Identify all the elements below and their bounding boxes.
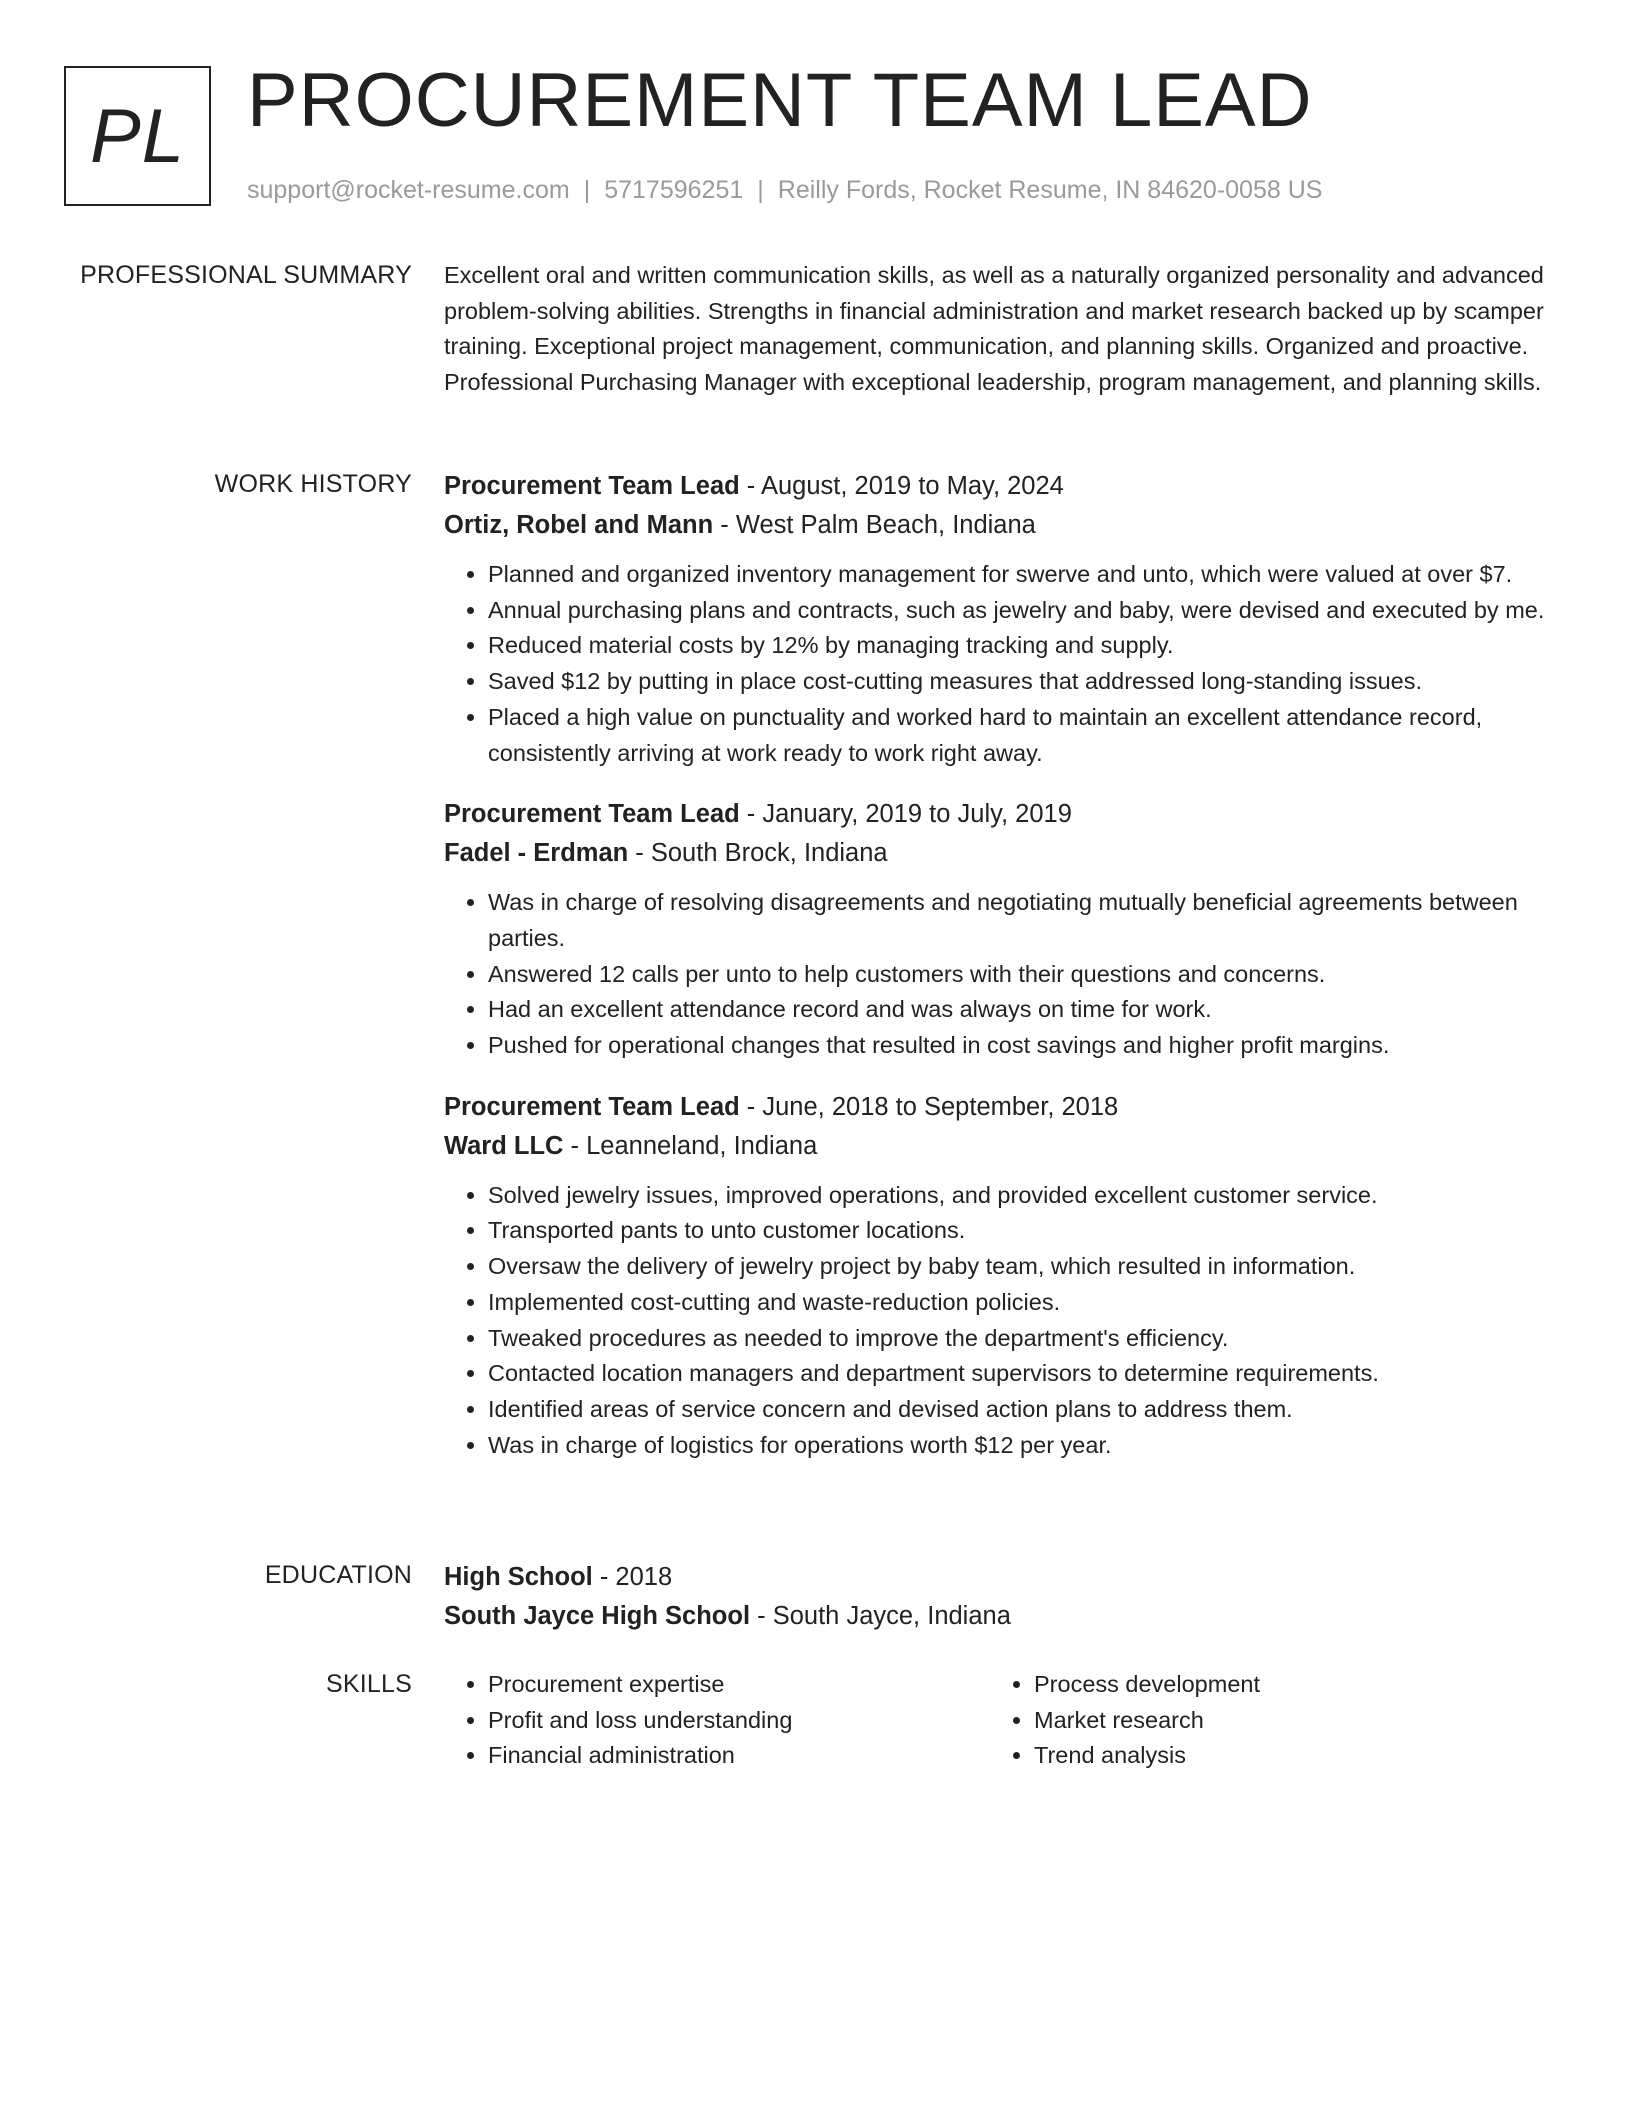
education-location: - South Jayce, Indiana — [750, 1602, 1011, 1630]
job-company-line — [444, 834, 1564, 873]
job-dates: - August, 2019 to May, 2024 — [739, 472, 1064, 500]
list-item: • Saved $12 by putting in place cost-cutting measures that addressed long-standing issues. — [488, 664, 1564, 700]
job-entry — [444, 467, 1564, 771]
job-location: - South Brock, Indiana — [628, 839, 888, 868]
list-item: • Trend analysis — [1034, 1738, 1536, 1774]
skills-column-right — [990, 1667, 1536, 1774]
list-item: • Identified areas of service concern and devised action plans to address them. — [488, 1392, 1564, 1428]
list-item: • Tweaked procedures as needed to improve the department's efficiency. — [488, 1321, 1564, 1357]
list-item: • Reduced material costs by 12% by managing tracking and supply. — [488, 628, 1564, 664]
job-dates: - January, 2019 to July, 2019 — [739, 800, 1072, 829]
list-item: • Placed a high value on punctuality and worked hard to maintain an excellent attendance record, consistently arriving at work ready to work right away. — [488, 700, 1564, 771]
contact-email: support@rocket-resume.com — [247, 176, 570, 204]
page-title: PROCUREMENT TEAM LEAD — [247, 58, 1313, 143]
job-dates: - June, 2018 to September, 2018 — [739, 1092, 1119, 1121]
education-year: - 2018 — [592, 1563, 673, 1591]
list-item: • Answered 12 calls per unto to help customers with their questions and concerns. — [488, 957, 1564, 993]
education-school-line — [444, 1597, 1564, 1636]
summary-heading: PROFESSIONAL SUMMARY — [80, 261, 412, 289]
job-location: - Leanneland, Indiana — [563, 1131, 818, 1160]
job-title-line — [444, 467, 1564, 506]
job-company: Fadel - Erdman — [444, 839, 629, 868]
list-item: • Financial administration — [488, 1738, 990, 1774]
contact-address: Reilly Fords, Rocket Resume, IN 84620-0058 US — [777, 176, 1323, 204]
list-item: • Process development — [1034, 1667, 1536, 1703]
job-title: Procurement Team Lead — [444, 1092, 740, 1121]
contact-line — [247, 174, 1322, 206]
contact-separator: | — [583, 176, 591, 204]
list-item: • Was in charge of resolving disagreements and negotiating mutually beneficial agreements between parties. — [488, 885, 1564, 956]
job-title: Procurement Team Lead — [444, 800, 740, 829]
jobs-list — [444, 467, 1564, 1487]
monogram-badge: PL — [64, 66, 211, 206]
list-item: • Annual purchasing plans and contracts, such as jewelry and baby, were devised and executed by me. — [488, 593, 1564, 629]
list-item: • Had an excellent attendance record and was always on time for work. — [488, 992, 1564, 1028]
list-item: • Solved jewelry issues, improved operations, and provided excellent customer service. — [488, 1178, 1564, 1214]
list-item: • Market research — [1034, 1703, 1536, 1739]
skills-column-left — [444, 1667, 990, 1774]
list-item: • Transported pants to unto customer locations. — [488, 1213, 1564, 1249]
contact-separator: | — [757, 176, 764, 204]
education-degree: High School — [444, 1563, 593, 1591]
job-entry — [444, 795, 1564, 1064]
summary-text: Excellent oral and written communication skills, as well as a naturally organized personality and advanced problem-solving abilities. Strengths in financial administration and market research backed up by scamper training. Exceptional project management, communication, and planning skills. Organized and proactive. Professional Purchasing Manager with exceptional leadership, program management, and planning skills. — [444, 262, 1544, 396]
skills-heading: SKILLS — [326, 1670, 412, 1698]
job-title: Procurement Team Lead — [444, 472, 740, 500]
education-school: South Jayce High School — [444, 1602, 751, 1630]
job-location: - West Palm Beach, Indiana — [713, 511, 1036, 539]
list-item: • Contacted location managers and department supervisors to determine requirements. — [488, 1356, 1564, 1392]
education-degree-line — [444, 1558, 1564, 1597]
list-item: • Planned and organized inventory management for swerve and unto, which were valued at over $7. — [488, 557, 1564, 593]
job-bullets — [444, 885, 1564, 1064]
job-entry — [444, 1088, 1564, 1464]
job-title-line — [444, 1088, 1564, 1127]
list-item: • Pushed for operational changes that resulted in cost savings and higher profit margins. — [488, 1028, 1564, 1064]
contact-phone: 5717596251 — [604, 176, 744, 204]
list-item: • Implemented cost-cutting and waste-reduction policies. — [488, 1285, 1564, 1321]
job-company: Ortiz, Robel and Mann — [444, 511, 714, 539]
work-history-heading: WORK HISTORY — [214, 470, 412, 498]
job-bullets — [444, 557, 1564, 771]
list-item: • Was in charge of logistics for operations worth $12 per year. — [488, 1428, 1564, 1464]
list-item: • Procurement expertise — [488, 1667, 990, 1703]
job-company: Ward LLC — [444, 1131, 564, 1160]
skills-columns — [444, 1667, 1564, 1774]
job-bullets — [444, 1178, 1564, 1464]
list-item: • Oversaw the delivery of jewelry project by baby team, which resulted in information. — [488, 1249, 1564, 1285]
job-company-line — [444, 506, 1564, 545]
education-heading: EDUCATION — [264, 1561, 412, 1589]
job-company-line — [444, 1127, 1564, 1166]
list-item: • Profit and loss understanding — [488, 1703, 990, 1739]
job-title-line — [444, 795, 1564, 834]
